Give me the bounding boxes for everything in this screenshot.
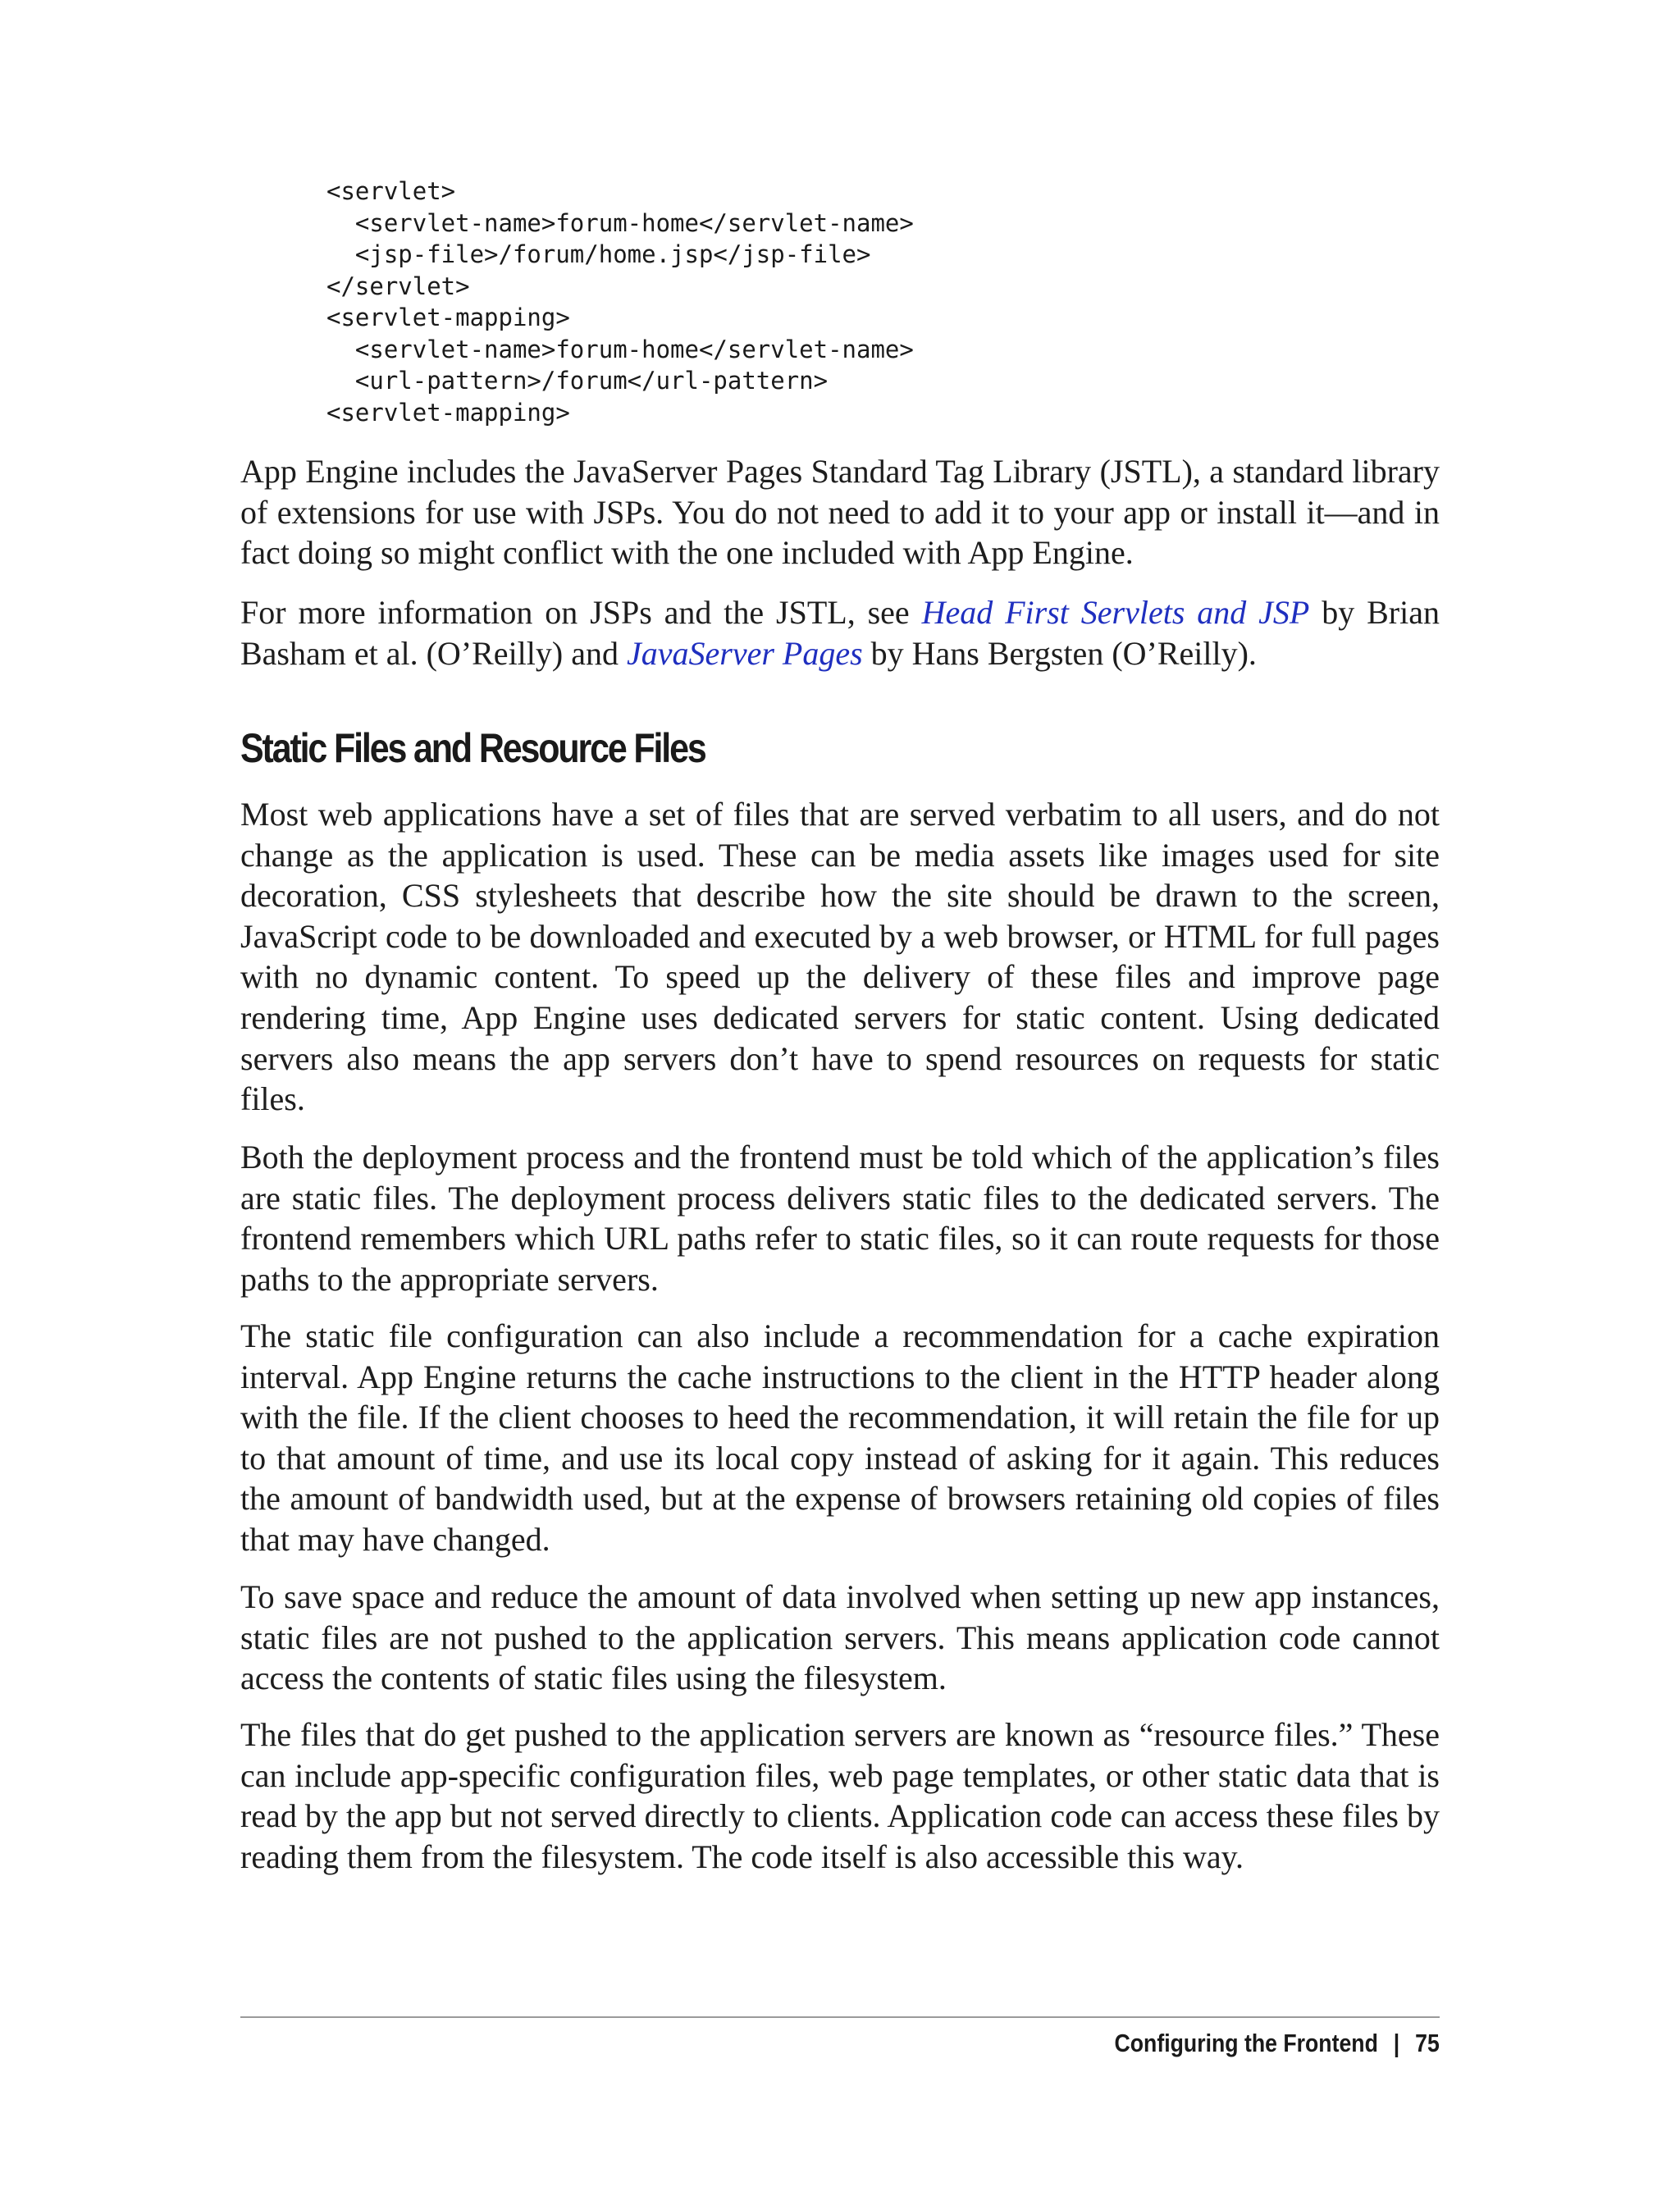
paragraph-jstl: App Engine includes the JavaServer Pages Standard Tag Library (JSTL), a standard library of extensions for use with JSPs. You do not need to add it to your app or install it—and in fact doing so might conflict with the one included with App Engine.: [240, 453, 1440, 572]
code-line: <servlet-name>forum-home</servlet-name>: [326, 335, 914, 363]
code-line: <servlet-mapping>: [326, 398, 570, 427]
link-javaserver-pages[interactable]: JavaServer Pages: [626, 634, 863, 672]
paragraph-static-intro: Most web applications have a set of files that are served verbatim to all users, and do not change as the application is used. These can be media assets like images used for site decoration, CSS stylesheets that describe how the site should be drawn to the screen, JavaScript code to be downloaded and executed by a web browser, or HTML for full pages with no dynamic content. To speed up the delivery of these files and improve page rendering time, App Engine uses dedicated servers for static content. Using dedicated servers also means the app servers don’t have to spend resources on requests for static files.: [240, 796, 1440, 1118]
more-info-text: For more information on JSPs and the JSTL, see: [240, 594, 922, 631]
paragraph-deployment: Both the deployment process and the frontend must be told which of the application’s files are static files. The deployment process delivers static files to the dedicated servers. The frontend remembers which URL paths refer to static files, so it can route requests for those paths to the appropriate servers.: [240, 1139, 1440, 1298]
footer-chapter-title: Configuring the Frontend: [1114, 2029, 1379, 2057]
footer-separator: |: [1393, 2029, 1400, 2057]
footer-rule: [240, 2016, 1440, 2018]
code-line: <servlet-name>forum-home</servlet-name>: [326, 208, 914, 237]
more-info-text: by Brian Basham et al. (O’Reilly) and: [240, 594, 1440, 672]
link-head-first-servlets[interactable]: Head First Servlets and JSP: [921, 594, 1310, 631]
section-heading: Static Files and Resource Files: [240, 725, 705, 771]
paragraph-space: To save space and reduce the amount of data involved when setting up new app instances, static files are not pushed to the application servers. This means application code cannot access the contents of static files using the filesystem.: [240, 1578, 1440, 1697]
code-line: <jsp-file>/forum/home.jsp</jsp-file>: [326, 240, 871, 268]
code-line: <url-pattern>/forum</url-pattern>: [326, 367, 829, 395]
code-line: <servlet-mapping>: [326, 304, 570, 331]
page-number: 75: [1415, 2029, 1440, 2057]
code-block: [326, 176, 914, 428]
page-footer: [1115, 2027, 1440, 2060]
paragraph-more-info: [240, 592, 1440, 673]
code-line: <servlet>: [326, 177, 456, 205]
paragraph-resource-files: The files that do get pushed to the application servers are known as “resource files.” These can include app-specific configuration files, web page templates, or other static data that is read by the app but not served directly to clients. Application code can access these files by reading them from the filesystem. The code itself is also accessible this way.: [240, 1716, 1440, 1875]
paragraph-cache: The static file configuration can also include a recommendation for a cache expiration interval. App Engine returns the cache instructions to the client in the HTTP header along with the file. If the client chooses to heed the recommendation, it will retain the file for up to that amount of time, and use its local copy instead of asking for it again. This reduces the amount of bandwidth used, but at the expense of browsers retaining old copies of files that may have changed.: [240, 1317, 1440, 1558]
more-info-text: by Hans Bergsten (O’Reilly).: [862, 634, 1257, 672]
code-line: </servlet>: [326, 272, 470, 300]
